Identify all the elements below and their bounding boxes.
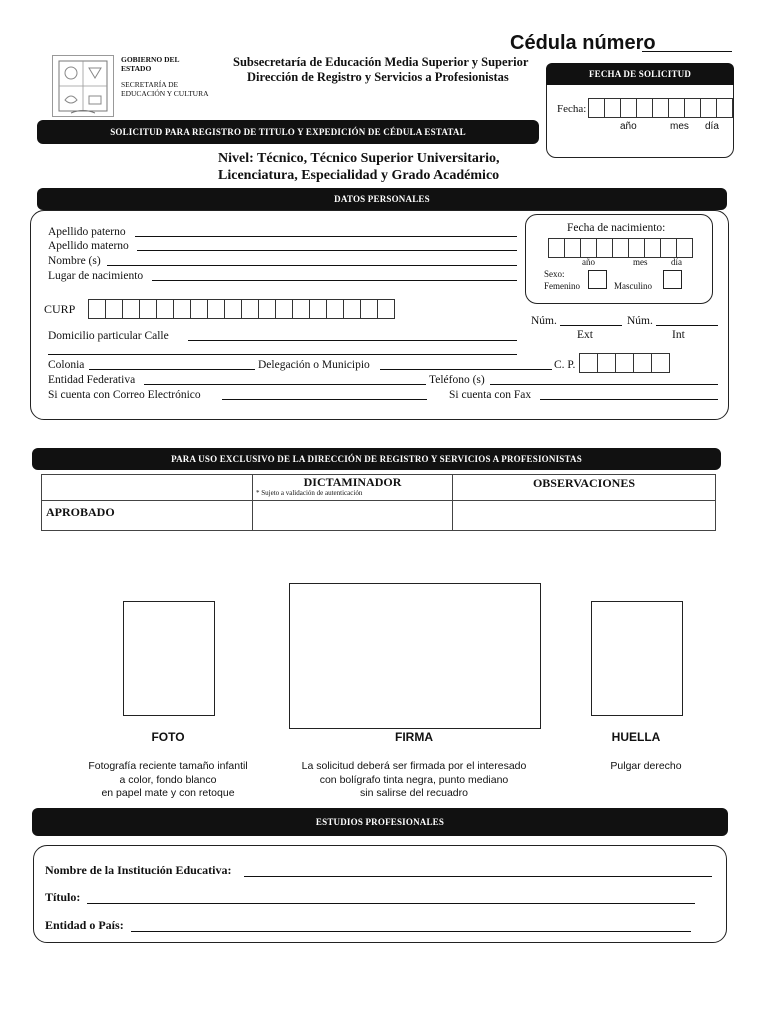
- fecha-label: Fecha:: [557, 103, 587, 115]
- lugar-nacimiento-label: Lugar de nacimiento: [48, 270, 144, 282]
- delegacion-label: Delegación o Municipio: [258, 359, 370, 371]
- entidad-pais-label: Entidad o País:: [45, 918, 124, 932]
- uso-exclusivo-table: [41, 474, 716, 531]
- firma-title: FIRMA: [395, 730, 433, 744]
- sec-label: SECRETARÍA DE EDUCACIÓN Y CULTURA: [121, 80, 209, 98]
- firma-desc: La solicitud deberá ser firmada por el interesado con bolígrafo tinta negra, punto mediano sin salirse del recuadro: [301, 760, 527, 799]
- datos-personales-bar: DATOS PERSONALES: [37, 188, 727, 210]
- dictaminador-cell[interactable]: [253, 501, 453, 531]
- delegacion-field[interactable]: [380, 369, 552, 370]
- direccion-heading: Dirección de Registro y Servicios a Profesionistas: [247, 70, 509, 84]
- correo-field[interactable]: [222, 399, 427, 400]
- cp-cells[interactable]: [579, 353, 669, 373]
- institucion-field[interactable]: [244, 876, 712, 877]
- curp-cells[interactable]: [88, 299, 394, 319]
- foto-box[interactable]: [123, 601, 215, 716]
- titulo-label: Título:: [45, 890, 81, 904]
- cp-label: C. P.: [554, 359, 576, 371]
- aprobado-label: APROBADO: [46, 505, 115, 519]
- masculino-checkbox[interactable]: [663, 270, 682, 289]
- firma-box[interactable]: [289, 583, 541, 729]
- entidad-field[interactable]: [144, 384, 426, 385]
- ext-label: Ext: [577, 329, 593, 341]
- nombre-field[interactable]: [107, 265, 517, 266]
- colonia-label: Colonia: [48, 359, 85, 371]
- observaciones-header: OBSERVACIONES: [532, 476, 636, 490]
- int-label: Int: [672, 329, 685, 341]
- foto-desc: Fotografía reciente tamaño infantil a color, fondo blanco en papel mate y con retoque: [88, 760, 248, 799]
- masculino-label: Masculino: [614, 281, 652, 291]
- domicilio-field-2[interactable]: [48, 354, 517, 355]
- cedula-number-line[interactable]: [642, 51, 732, 52]
- dictaminador-header: DICTAMINADOR: [303, 475, 402, 489]
- nac-anio-label: año: [582, 257, 595, 267]
- state-seal-icon: [52, 55, 114, 117]
- foto-title: FOTO: [151, 730, 185, 744]
- institucion-label: Nombre de la Institución Educativa:: [45, 863, 232, 877]
- subsecretaria-heading: Subsecretaría de Educación Media Superior y Superior: [233, 55, 529, 69]
- sujeto-note: * Sujeto a validación de autenticación: [256, 489, 363, 497]
- observaciones-cell[interactable]: [453, 501, 716, 531]
- curp-label: CURP: [44, 302, 76, 316]
- aprobado-cell: [42, 501, 253, 531]
- aprobado-header-cell: [42, 475, 253, 501]
- telefono-label: Teléfono (s): [429, 374, 485, 386]
- num-int-field[interactable]: [656, 325, 718, 326]
- titulo-field[interactable]: [87, 903, 695, 904]
- fecha-mes-label: mes: [670, 121, 689, 132]
- femenino-checkbox[interactable]: [588, 270, 607, 289]
- dictaminador-header-cell: [253, 475, 453, 501]
- nivel-heading: Nivel: Técnico, Técnico Superior Universitario, Licenciatura, Especialidad y Grado Académico: [218, 151, 500, 183]
- estudios-panel: [33, 845, 727, 943]
- fax-field[interactable]: [540, 399, 718, 400]
- fecha-anio-label: año: [620, 121, 637, 132]
- colonia-field[interactable]: [89, 369, 255, 370]
- uso-exclusivo-bar: PARA USO EXCLUSIVO DE LA DIRECCIÓN DE REGISTRO Y SERVICIOS A PROFESIONISTAS: [32, 448, 721, 470]
- fecha-solicitud-title: FECHA DE SOLICITUD: [546, 63, 734, 85]
- nombre-label: Nombre (s): [48, 255, 101, 267]
- solicitud-bar: SOLICITUD PARA REGISTRO DE TITULO Y EXPEDICIÓN DE CÉDULA ESTATAL: [37, 120, 539, 144]
- fecha-solicitud-cells[interactable]: [588, 98, 732, 118]
- observaciones-header-cell: [453, 475, 716, 501]
- domicilio-label: Domicilio particular Calle: [48, 330, 169, 342]
- gov-label: GOBIERNO DEL ESTADO: [121, 55, 180, 73]
- sexo-label: Sexo:: [544, 269, 565, 279]
- num-ext-field[interactable]: [560, 325, 622, 326]
- entidad-label: Entidad Federativa: [48, 374, 136, 386]
- num-ext-label: Núm.: [531, 315, 557, 327]
- apellido-paterno-label: Apellido paterno: [48, 226, 126, 238]
- fecha-dia-label: día: [705, 121, 719, 132]
- fecha-nacimiento-cells[interactable]: [548, 238, 692, 258]
- num-int-label: Núm.: [627, 315, 653, 327]
- fax-label: Si cuenta con Fax: [449, 389, 532, 401]
- correo-label: Si cuenta con Correo Electrónico: [48, 389, 201, 401]
- cedula-title: Cédula número: [510, 32, 656, 54]
- apellido-materno-field[interactable]: [137, 250, 517, 251]
- huella-box[interactable]: [591, 601, 683, 716]
- femenino-label: Femenino: [544, 281, 580, 291]
- lugar-nacimiento-field[interactable]: [152, 280, 517, 281]
- telefono-field[interactable]: [490, 384, 718, 385]
- domicilio-field[interactable]: [188, 340, 517, 341]
- apellido-materno-label: Apellido materno: [48, 240, 129, 252]
- nac-mes-label: mes: [633, 257, 648, 267]
- apellido-paterno-field[interactable]: [135, 236, 517, 237]
- huella-desc: Pulgar derecho: [610, 760, 682, 772]
- huella-title: HUELLA: [611, 730, 661, 744]
- nac-dia-label: día: [671, 257, 682, 267]
- entidad-pais-field[interactable]: [131, 931, 691, 932]
- fecha-nacimiento-title: Fecha de nacimiento:: [567, 222, 666, 234]
- estudios-bar: ESTUDIOS PROFESIONALES: [32, 808, 728, 836]
